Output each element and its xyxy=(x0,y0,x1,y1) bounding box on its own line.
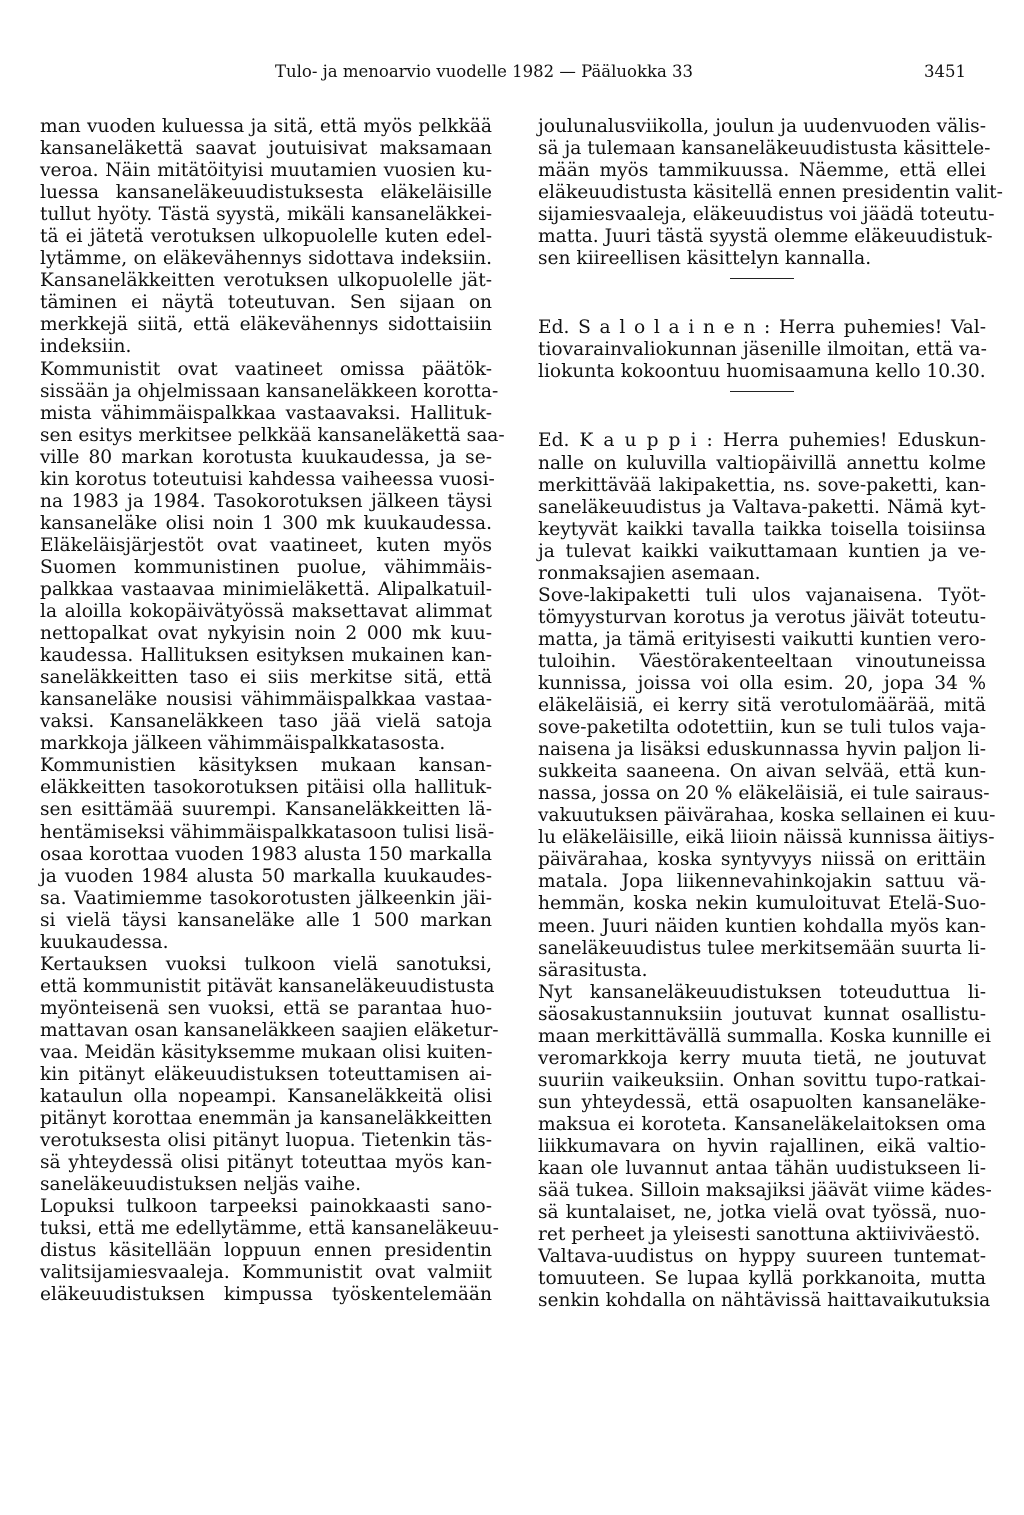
paragraph xyxy=(40,953,499,1197)
text-line: Kansaneläkkeitten verotuksen ulkopuolelle jät- xyxy=(40,270,492,292)
text-line: matta, ja tämä erityisesti vaikutti kuntien vero- xyxy=(538,628,986,650)
text-line: kansaneläkettä saavat joutuisivat maksamaan xyxy=(40,138,492,160)
text-line: keytyvät kaikki tavalla taikka toisella toisiinsa xyxy=(538,518,986,540)
text-line: kataulun olla nopeampi. Kansaneläkkeitä olisi xyxy=(40,1086,492,1108)
text-line: matta. Juuri tästä syystä olemme eläkeuudistuk- xyxy=(538,226,993,248)
text-line: joulunalusviikolla, joulun ja uudenvuoden välis- xyxy=(538,116,986,137)
left-text-column xyxy=(40,116,505,1307)
text-line: vaa. Meidän käsityksemme mukaan olisi kuiten- xyxy=(40,1041,493,1063)
text-line: mista vähimmäispalkkaa vastaavaksi. Hallituk- xyxy=(40,402,492,424)
page-number: 3451 xyxy=(924,62,966,81)
text-line: myönteisenä sen vuoksi, että se parantaa huo- xyxy=(40,997,492,1019)
text-line: naisena ja lisäksi eduskunnassa hyvin paljon li- xyxy=(538,739,986,761)
text-line: la aloilla kokopäivätyössä maksettavat alimmat xyxy=(40,601,492,623)
text-line: kin korotus toteutuisi kahdessa vaiheessa vuosi- xyxy=(40,468,495,490)
paragraph xyxy=(538,116,1003,270)
text-line: sä ja tulemaan kansaneläkeuudistusta käsittele- xyxy=(538,138,991,160)
text-line: kaan ole luvannut antaa tähän uudistukseen li- xyxy=(538,1158,986,1180)
text-line: kin pitänyt eläkeuudistuksen toteuttamisen ai- xyxy=(40,1064,492,1086)
text-line: ja vuoden 1984 alusta 50 markalla kuukaudes- xyxy=(40,865,492,887)
text-line: sijamiesvaaleja, eläkeuudistus voi jäädä toteutu- xyxy=(538,204,995,226)
text-line: kuukaudessa. xyxy=(40,931,169,953)
text-line: eläkeuudistuksen kimpussa työskentelemään xyxy=(40,1284,492,1306)
text-line: verotuksesta olisi pitänyt luopua. Tietenkin täs- xyxy=(40,1130,492,1152)
text-line: eläkeuudistusta käsitellä ennen presidentin valit- xyxy=(538,182,1003,204)
text-line: ja tulevat kaikki vaikuttamaan kuntien ja ve- xyxy=(538,540,986,562)
text-line: lu eläkeläisille, eikä liioin näissä kunnissa äitiys- xyxy=(538,827,995,849)
text-line: hemmän, koska nekin kumuloituvat Etelä-Suo- xyxy=(538,893,986,915)
text-line: Sove-lakipaketti tuli ulos vajanaisena. Työt- xyxy=(538,584,986,606)
text-line: Nyt kansaneläkeuudistuksen toteuduttua li- xyxy=(538,981,986,1003)
text-line: kansaneläke nousisi vähimmäispalkkaa vastaa- xyxy=(40,689,492,711)
text-line: indeksiin. xyxy=(40,336,132,358)
text-line: eläkeläisiä, ei kerry sitä verotulomäärää, mitä xyxy=(538,695,986,717)
text-line: tuksi, että me edellytämme, että kansaneläkeuu- xyxy=(40,1218,499,1240)
text-line: matala. Jopa liikennevahinkojakin sattuu vä- xyxy=(538,871,986,893)
text-line: hentämiseksi vähimmäispalkkatasoon tulisi lisä- xyxy=(40,821,495,843)
text-line: sun yhteydessä, että osapuolten kansaneläke- xyxy=(538,1091,986,1113)
text-line: suuriin vaikeuksiin. Onhan sovittu tupo-ratkai- xyxy=(538,1069,986,1091)
text-line: sukkeita saaneena. On aivan selvää, että kun- xyxy=(538,761,986,783)
text-line: pitänyt korottaa enemmän ja kansaneläkkeitten xyxy=(40,1108,492,1130)
page-header xyxy=(0,62,1024,92)
text-line: si vielä täysi kansaneläke alle 1 500 markan xyxy=(40,909,492,931)
text-line: eläkkeitten tasokorotuksen pitäisi olla hallituk- xyxy=(40,777,492,799)
text-line: päivärahaa, koska syntyvyys niissä on erittäin xyxy=(538,849,986,871)
text-line: merkittävää lakipakettia, ns. sove-paketti, kan- xyxy=(538,474,986,496)
text-line: maan merkittävällä summalla. Koska kunnille ei xyxy=(538,1025,991,1047)
text-line: palkkaa vastaavaa minimieläkettä. Alipalkatuil- xyxy=(40,578,492,600)
text-line: että kommunistit pitävät kansaneläkeuudistusta xyxy=(40,975,495,997)
header-title: Tulo- ja menoarvio vuodelle 1982 — Pääluokka 33 xyxy=(275,62,694,81)
text-line: na 1983 ja 1984. Tasokorotuksen jälkeen täysi xyxy=(40,490,492,512)
paragraph xyxy=(40,755,495,953)
text-line: Valtava-uudistus on hyppy suureen tuntemat- xyxy=(538,1246,986,1268)
text-line: sen kiireellisen käsittelyn kannalla. xyxy=(538,248,872,270)
text-line: nettopalkat ovat nykyisin noin 2 000 mk kuu- xyxy=(40,623,492,645)
text-line: sove-paketilta odotettiin, kun se tuli tulos vaja- xyxy=(538,717,986,739)
text-line: Kommunistit ovat vaatineet omissa päätök- xyxy=(40,358,492,380)
text-line: luessa kansaneläkeuudistuksesta eläkeläisille xyxy=(40,182,492,204)
text-line: lytämme, on eläkevähennys sidottava indeksiin. xyxy=(40,248,492,270)
text-line: nassa, jossa on 20 % eläkeläisiä, ei tule sairaus- xyxy=(538,783,990,805)
text-line: Ed. K a u p p i : Herra puhemies! Eduskun- xyxy=(538,430,986,452)
text-line: Eläkeläisjärjestöt ovat vaatineet, kuten myös xyxy=(40,534,492,556)
text-line: mään myös tammikuussa. Näemme, että ellei xyxy=(538,160,986,182)
text-line: Ed. S a l o l a i n e n : Herra puhemies! Val- xyxy=(538,317,986,339)
text-line: saneläkeuudistuksen neljäs vaihe. xyxy=(40,1174,362,1196)
text-line: merkkejä siitä, että eläkevähennys sidottaisiin xyxy=(40,314,492,336)
text-line: mattavan osan kansaneläkkeen saajien eläketur- xyxy=(40,1019,499,1041)
text-line: säosakustannuksiin joutuvat kunnat osallistu- xyxy=(538,1003,986,1025)
text-line: Suomen kommunistinen puolue, vähimmäis- xyxy=(40,556,492,578)
text-line: vaksi. Kansaneläkkeen taso jää vielä satoja xyxy=(40,711,492,733)
text-line: täminen ei näytä toteutuvan. Sen sijaan on xyxy=(40,292,492,314)
text-line: sä kuntalaiset, ne, jotka vielä ovat työssä, nuo- xyxy=(538,1202,986,1224)
text-line: saneläkeuudistus tulee merkitsemään suurta li- xyxy=(538,937,986,959)
paragraph xyxy=(538,584,996,982)
paragraph xyxy=(40,116,492,359)
paragraph xyxy=(538,1246,991,1312)
paragraph xyxy=(538,317,986,383)
text-line: tullut hyöty. Tästä syystä, mikäli kansaneläkkei- xyxy=(40,204,492,226)
text-line: valitsijamiesvaaleja. Kommunistit ovat valmiit xyxy=(40,1262,492,1284)
text-line: ret perheet ja yleisesti sanottuna aktiiviväestö. xyxy=(538,1224,981,1246)
text-line: sen esittämää suurempi. Kansaneläkkeitten lä- xyxy=(40,799,492,821)
text-line: nalle on kuluvilla valtiopäivillä annettu kolme xyxy=(538,452,986,474)
text-line: man vuoden kuluessa ja sitä, että myös pelkkää xyxy=(40,116,492,137)
text-line: kunnissa, joissa voi olla esim. 20, jopa 34 % xyxy=(538,672,986,694)
right-text-column xyxy=(538,116,1003,1312)
text-line: sä yhteydessä olisi pitänyt toteuttaa myös kan- xyxy=(40,1152,492,1174)
text-line: saneläkeuudistus ja Valtava-paketti. Nämä kyt- xyxy=(538,496,986,518)
text-line: tomuuteen. Se lupaa kyllä porkkanoita, mutta xyxy=(538,1268,986,1290)
text-line: särasitusta. xyxy=(538,959,648,981)
text-line: veroa. Näin mitätöityisi muutamien vuosien ku- xyxy=(40,160,492,182)
text-line: ville 80 markan korotusta kuukaudessa, ja se- xyxy=(40,446,492,468)
text-line: kaudessa. Hallituksen esityksen mukainen kan- xyxy=(40,645,492,667)
text-line: meen. Juuri näiden kuntien kohdalla myös kan- xyxy=(538,915,986,937)
paragraph xyxy=(40,1196,499,1306)
text-line: sää tukea. Silloin maksajiksi jäävät viime kädes- xyxy=(538,1180,992,1202)
text-line: saneläkkeitten taso ei siis merkitse sitä, että xyxy=(40,667,492,689)
text-line: tä ei jätetä verotuksen ulkopuolelle kuten edel- xyxy=(40,226,492,248)
text-line: sen esitys merkitsee pelkkää kansaneläkettä saa- xyxy=(40,424,505,446)
paragraph xyxy=(538,430,986,584)
text-line: osaa korottaa vuoden 1983 alusta 150 markalla xyxy=(40,843,492,865)
text-line: ronmaksajien asemaan. xyxy=(538,562,761,584)
text-line: tiovarainvaliokunnan jäsenille ilmoitan, että va- xyxy=(538,339,987,361)
text-line: liokunta kokoontuu huomisaamuna kello 10.30. xyxy=(538,361,986,383)
text-line: tuloihin. Väestörakenteeltaan vinoutuneissa xyxy=(538,650,986,672)
section-divider xyxy=(730,278,794,279)
text-line: Lopuksi tulkoon tarpeeksi painokkaasti sano- xyxy=(40,1196,492,1218)
text-line: Kertauksen vuoksi tulkoon vielä sanotuksi, xyxy=(40,953,492,975)
text-line: kansaneläke olisi noin 1 300 mk kuukaudessa. xyxy=(40,512,492,534)
text-line: sa. Vaatimiemme tasokorotusten jälkeenkin jäi- xyxy=(40,887,492,909)
text-line: tömyysturvan korotus ja verotus jäivät toteutu- xyxy=(538,606,986,628)
text-line: senkin kohdalla on nähtävissä haittavaikutuksia xyxy=(538,1290,991,1312)
section-divider xyxy=(730,391,794,392)
text-line: maksua ei koroteta. Kansaneläkelaitoksen oma xyxy=(538,1113,986,1135)
text-line: liikkumavara on hyvin rajallinen, eikä valtio- xyxy=(538,1135,986,1157)
paragraph xyxy=(538,981,992,1247)
text-line: Kommunistien käsityksen mukaan kansan- xyxy=(40,755,492,777)
text-line: markkoja jälkeen vähimmäispalkkatasosta. xyxy=(40,733,446,755)
text-line: distus käsitellään loppuun ennen presidentin xyxy=(40,1240,492,1262)
text-line: sissään ja ohjelmissaan kansaneläkkeen korotta- xyxy=(40,380,499,402)
paragraph xyxy=(40,358,505,756)
text-line: veromarkkoja kerry muuta tietä, ne joutuvat xyxy=(538,1047,986,1069)
text-line: vakuutuksen päivärahaa, koska sellainen ei kuu- xyxy=(538,805,996,827)
